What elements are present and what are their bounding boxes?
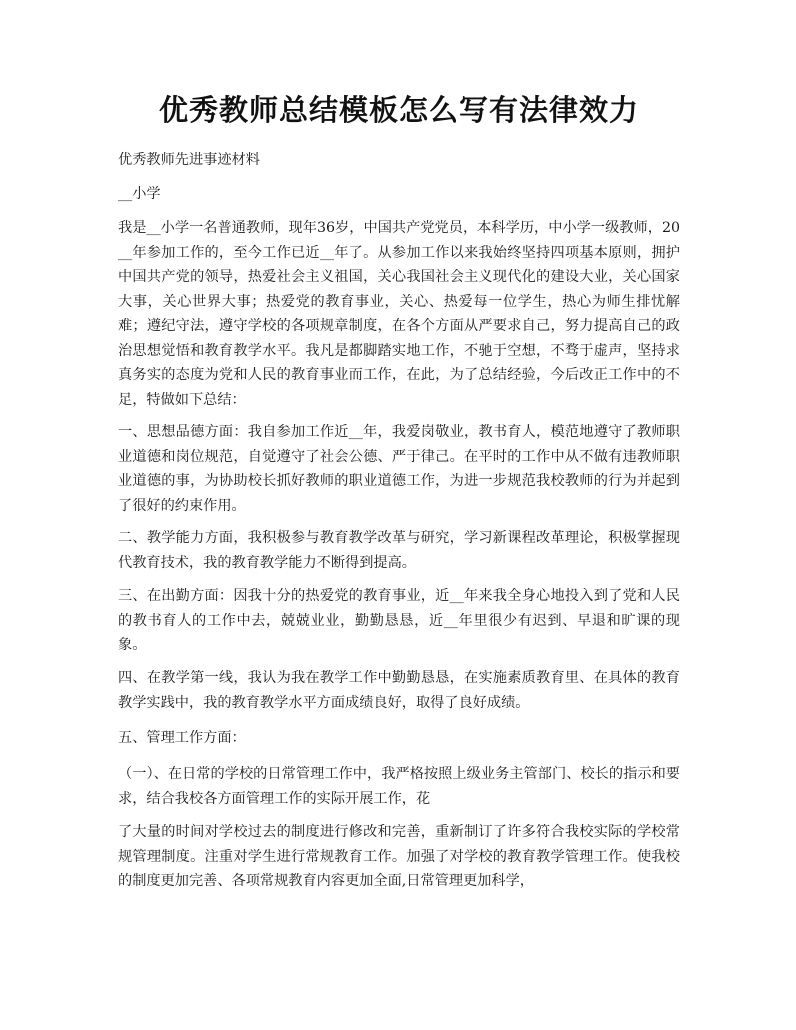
- paragraph-management-1: （一）、在日常的学校的日常管理工作中，我严格按照上级业务主管部门、校长的指示和要求，结合我校各方面管理工作的实际开展工作，花: [118, 766, 680, 807]
- school-name: __小学: [118, 186, 161, 202]
- paragraph-attendance: 三、在出勤方面：因我十分的热爱党的教育事业，近__年来我全身心地投入到了党和人民的教书育人的工作中去，兢兢业业，勤勤恳恳，近__年里很少有迟到、早退和旷课的现象。: [118, 588, 680, 653]
- document-subtitle: 优秀教师先进事迹材料: [118, 152, 260, 168]
- paragraph-teaching-ability: 二、教学能力方面，我积极参与教育教学改革与研究，学习新课程改革理论，积极掌握现代教育技术，我的教育教学能力不断得到提高。: [118, 530, 680, 571]
- paragraph-management-2: 了大量的时间对学校过去的制度进行修改和完善，重新制订了许多符合我校实际的学校常规管理制度。注重对学生进行常规教育工作。加强了对学校的教育教学管理工作。使我校的制度更加完善、各项常规教育内容更加全面,日常管理更加科学，: [118, 824, 680, 889]
- paragraph-intro: 我是__小学一名普通教师，现年36岁，中国共产党党员，本科学历，中小学一级教师，20__年参加工作的，至今工作已近__年了。从参加工作以来我始终坚持四项基本原则，拥护中国共产党的领导，热爱社会主义祖国，关心我国社会主义现代化的建设大业，关心国家大事，关心世界大事；热爱党的教育事业，关心、热爱每一位学生，热心为师生排忧解难；遵纪守法，遵守学校的各项规章制度，在各个方面从严要求自己，努力提高自己的政治思想觉悟和教育教学水平。我凡是都脚踏实地工作，不驰于空想，不骛于虚声，坚持求真务实的态度为党和人民的教育事业而工作，在此，为了总结经验，今后改正工作中的不足，特做如下总结：: [118, 220, 680, 408]
- paragraph-frontline: 四、在教学第一线，我认为我在教学工作中勤勤恳恳，在实施素质教育里、在具体的教育教学实践中，我的教育教学水平方面成绩良好，取得了良好成绩。: [118, 670, 680, 711]
- document-title: 优秀教师总结模板怎么写有法律效力: [158, 93, 639, 127]
- paragraph-moral: 一、思想品德方面：我自参加工作近__年，我爱岗敬业，教书育人，模范地遵守了教师职业道德和岗位规范，自觉遵守了社会公德、严于律己。在平时的工作中从不做有违教师职业道德的事，为协助校长抓好教师的职业道德工作，为进一步规范我校教师的行为并起到了很好的约束作用。: [118, 424, 680, 514]
- paragraph-management-heading: 五、管理工作方面：: [118, 730, 246, 746]
